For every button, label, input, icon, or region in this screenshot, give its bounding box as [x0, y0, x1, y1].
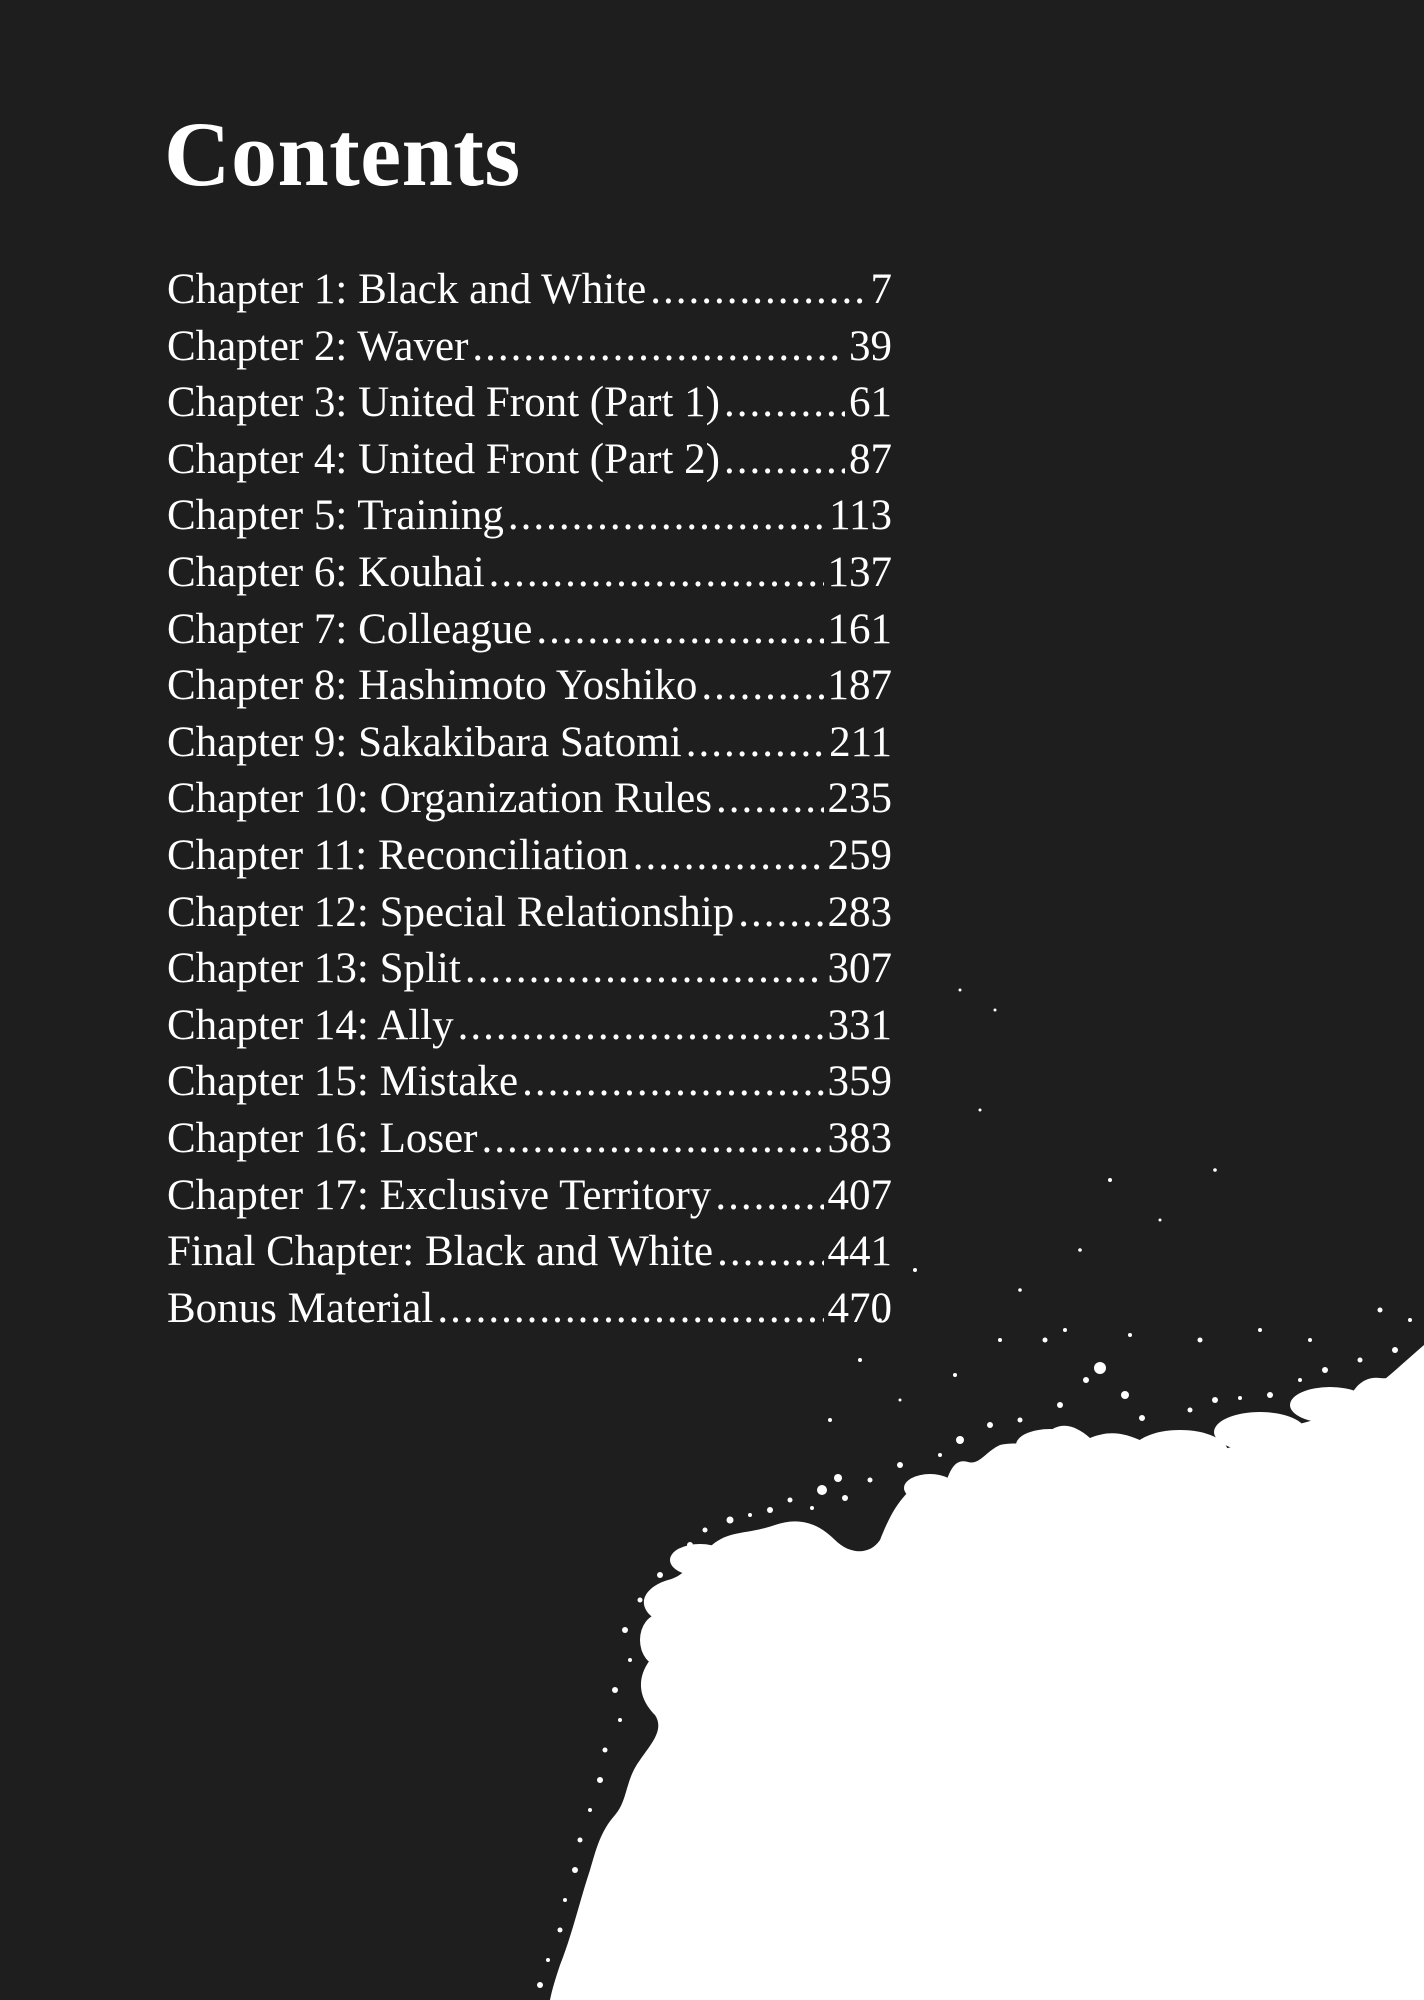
- toc-entry-title: Chapter 10: Organization Rules: [167, 775, 712, 823]
- toc-entry-page: 235: [827, 775, 892, 823]
- toc-entry-title: Chapter 11: Reconciliation: [167, 831, 629, 879]
- toc-entry: [167, 1168, 892, 1225]
- toc-entry-title: Chapter 4: United Front (Part 2): [167, 435, 720, 483]
- toc-entry-title: Chapter 3: United Front (Part 1): [167, 379, 720, 427]
- dot-leader: [508, 488, 825, 545]
- toc-entry-title: Bonus Material: [167, 1284, 434, 1332]
- toc-entry: [167, 432, 892, 489]
- dot-leader: [437, 1281, 823, 1338]
- toc-entry-title: Chapter 2: Waver: [167, 322, 469, 370]
- toc-entry: [167, 488, 892, 545]
- toc-entry-page: 113: [829, 492, 892, 540]
- toc-entry-page: 137: [827, 548, 892, 596]
- toc-entry-title: Chapter 8: Hashimoto Yoshiko: [167, 662, 698, 710]
- toc-entry-page: 383: [827, 1114, 892, 1162]
- toc-entry: [167, 1281, 892, 1338]
- dot-leader: [465, 941, 824, 998]
- toc-entry-page: 359: [827, 1058, 892, 1106]
- toc-entry-title: Chapter 15: Mistake: [167, 1058, 519, 1106]
- toc-entry-page: 39: [849, 322, 892, 370]
- toc-entry-page: 331: [827, 1001, 892, 1049]
- dot-leader: [536, 602, 823, 659]
- dot-leader: [458, 998, 824, 1055]
- toc-entry-page: 307: [827, 945, 892, 993]
- toc-entry-title: Chapter 17: Exclusive Territory: [167, 1171, 712, 1219]
- toc-entry: [167, 658, 892, 715]
- toc-entry-title: Final Chapter: Black and White: [167, 1228, 714, 1276]
- dot-leader: [724, 432, 845, 489]
- toc-entry: [167, 545, 892, 602]
- toc-entry: [167, 1054, 892, 1111]
- toc-entry-title: Chapter 1: Black and White: [167, 266, 647, 313]
- dot-leader: [489, 545, 824, 602]
- toc-entry-title: Chapter 14: Ally: [167, 1001, 454, 1049]
- toc-entry: [167, 262, 892, 319]
- dot-leader: [650, 262, 866, 319]
- toc-entry-title: Chapter 12: Special Relationship: [167, 888, 735, 936]
- toc-entry: [167, 885, 892, 942]
- toc-entry-page: 7: [870, 266, 892, 313]
- toc-entry: [167, 941, 892, 998]
- page-title: Contents: [164, 103, 521, 205]
- dot-leader: [633, 828, 824, 885]
- dot-leader: [715, 1168, 823, 1225]
- toc-entry-page: 211: [829, 718, 892, 766]
- dot-leader: [686, 715, 825, 772]
- toc-entry: [167, 828, 892, 885]
- dot-leader: [522, 1054, 823, 1111]
- toc-entry-page: 87: [849, 435, 892, 483]
- dot-leader: [472, 319, 845, 376]
- toc-entry: [167, 1224, 892, 1281]
- toc-entry-title: Chapter 5: Training: [167, 492, 504, 540]
- dot-leader: [481, 1111, 823, 1168]
- toc-entry: [167, 375, 892, 432]
- dot-leader: [716, 771, 824, 828]
- toc-entry-title: Chapter 6: Kouhai: [167, 548, 485, 596]
- dot-leader: [717, 1224, 823, 1281]
- toc-entry-title: Chapter 7: Colleague: [167, 605, 533, 653]
- dot-leader: [701, 658, 823, 715]
- toc-entry: [167, 1111, 892, 1168]
- toc-entry-page: 441: [827, 1228, 892, 1276]
- table-of-contents: [167, 262, 892, 1337]
- toc-entry: [167, 715, 892, 772]
- toc-entry-page: 187: [827, 662, 892, 710]
- toc-entry-page: 407: [827, 1171, 892, 1219]
- toc-entry: [167, 319, 892, 376]
- toc-entry-page: 161: [827, 605, 892, 653]
- toc-entry-page: 470: [827, 1284, 892, 1332]
- toc-entry-title: Chapter 16: Loser: [167, 1114, 478, 1162]
- toc-entry-page: 283: [827, 888, 892, 936]
- toc-entry-title: Chapter 9: Sakakibara Satomi: [167, 718, 682, 766]
- toc-entry: [167, 602, 892, 659]
- dot-leader: [738, 885, 823, 942]
- toc-entry: [167, 771, 892, 828]
- toc-entry-page: 259: [827, 831, 892, 879]
- toc-entry-page: 61: [849, 379, 892, 427]
- toc-entry-title: Chapter 13: Split: [167, 945, 461, 993]
- dot-leader: [724, 375, 845, 432]
- toc-entry: [167, 998, 892, 1055]
